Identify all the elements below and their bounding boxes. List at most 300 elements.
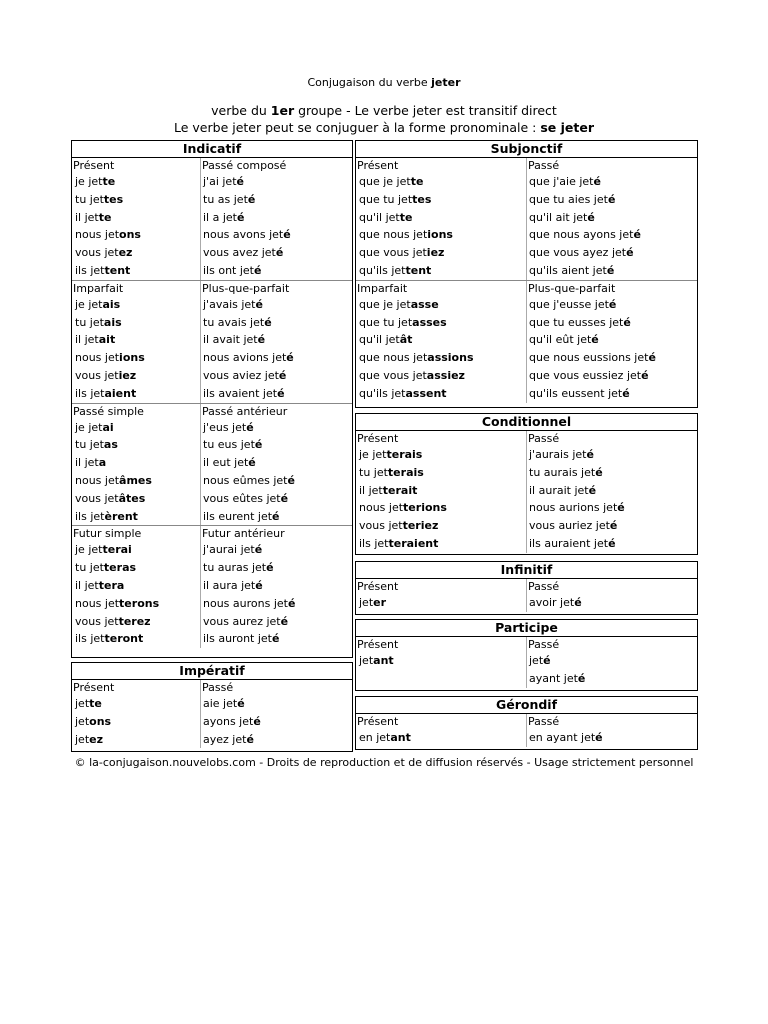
conjugation-row (72, 577, 352, 595)
form-stem: je jet (75, 297, 103, 311)
conjugation-row (72, 209, 352, 227)
conjugated-form (200, 595, 352, 613)
form-ending: assions (427, 351, 474, 365)
column-divider (200, 404, 201, 526)
indicatif-tense-section (72, 280, 352, 403)
form-stem: que nous ayons jet (529, 228, 634, 242)
conjugated-form (526, 209, 697, 227)
form-stem: que vous ayez jet (529, 246, 627, 260)
form-stem: qu'il jet (359, 333, 400, 347)
participe-tense-section (356, 637, 697, 688)
infinitif-table (355, 561, 698, 615)
form-stem: ils jet (75, 632, 105, 646)
form-stem: en ayant jet (529, 731, 596, 744)
form-ending: é (271, 632, 280, 646)
form-ending: é (609, 519, 618, 533)
form-ending: é (253, 714, 261, 728)
conjugated-form (526, 446, 697, 464)
form-ending: ant (373, 654, 394, 667)
subtitle-pronominal: Le verbe jeter peut se conjuguer à la forme pronominale : se jeter (174, 120, 594, 135)
conjugated-form (356, 296, 526, 314)
subjonctif-tense-section (356, 158, 697, 280)
conjugated-form (200, 209, 352, 227)
form-stem: vous aviez jet (203, 368, 279, 382)
conjugated-form (72, 331, 200, 349)
conjugated-form (72, 262, 200, 280)
form-ending: as (103, 438, 118, 452)
form-ending: ez (89, 732, 104, 746)
conjugated-form (72, 731, 200, 749)
form-stem: que tu aies jet (529, 192, 608, 206)
form-stem: vous auriez jet (529, 519, 610, 533)
form-stem: ils avaient jet (203, 386, 278, 400)
conjugated-form (200, 173, 352, 191)
form-stem: tu jet (75, 192, 104, 206)
form-stem: ils ont jet (203, 263, 254, 277)
conjugated-form (200, 419, 352, 437)
form-ending: é (622, 386, 630, 400)
form-ending: ions (119, 351, 145, 365)
conjugated-form (356, 262, 526, 280)
conjugated-form (356, 446, 526, 464)
conjugated-form (356, 499, 526, 517)
form-stem: ayant jet (529, 671, 578, 685)
tense-header: Passé simple (73, 404, 144, 418)
form-stem: nous eûmes jet (203, 473, 288, 487)
conjugation-row (72, 613, 352, 631)
conjugated-form (200, 331, 352, 349)
column-divider (200, 680, 201, 748)
conjugated-form (72, 595, 200, 613)
infinitif-title: Infinitif (356, 562, 697, 579)
form-ending: terions (403, 501, 447, 515)
conjugated-form (356, 244, 526, 262)
conjugated-form (72, 296, 200, 314)
conjugated-form (526, 173, 697, 191)
conjugated-form (200, 713, 352, 731)
form-stem: ayons jet (203, 714, 254, 728)
form-ending: âtes (118, 491, 146, 505)
conjugated-form (356, 482, 526, 500)
form-ending: é (595, 731, 603, 744)
form-stem: vous eûtes jet (203, 491, 281, 505)
form-stem: ayez jet (203, 732, 247, 746)
conjugated-form (200, 472, 352, 490)
conjugated-form (72, 508, 200, 526)
form-ending: é (287, 596, 296, 610)
form-stem: jet (359, 596, 374, 609)
subjonctif-tense-section (356, 280, 697, 403)
form-stem: vous jet (359, 519, 403, 533)
conjugation-row (72, 173, 352, 191)
conjugated-form (72, 436, 200, 454)
tense-header: Passé (528, 159, 560, 172)
tense-header: Passé (528, 715, 560, 728)
tense-header: Plus-que-parfait (202, 281, 290, 295)
form-stem: jet (75, 732, 90, 746)
conjugated-form (526, 464, 697, 482)
form-ending: te (410, 175, 424, 188)
conjugated-form (526, 349, 697, 367)
form-ending: aient (104, 386, 137, 400)
page-title: Conjugaison du verbe jeter (307, 76, 461, 89)
subjonctif-title: Subjonctif (356, 141, 697, 158)
conjugation-row (72, 226, 352, 244)
conjugated-form (200, 695, 352, 713)
conjugated-form (200, 577, 352, 595)
conjugated-form (526, 226, 697, 244)
form-stem: que vous jet (359, 246, 427, 260)
form-ending: iez (426, 246, 445, 260)
tense-header: Imparfait (73, 281, 124, 295)
form-stem: tu jet (75, 438, 104, 452)
conjugated-form (72, 713, 200, 731)
conjugation-row (72, 595, 352, 613)
form-ending: é (255, 297, 263, 311)
conjugated-form (356, 331, 526, 349)
form-stem: jet (529, 654, 544, 667)
column-divider (200, 281, 201, 403)
form-stem: vous jet (75, 368, 119, 382)
form-stem: que je jet (359, 175, 411, 188)
form-ending: é (275, 246, 284, 260)
column-divider (200, 526, 201, 648)
conjugated-form (526, 729, 697, 747)
form-ending: é (595, 465, 603, 479)
conjugated-form (200, 541, 352, 559)
conjugated-form (526, 191, 697, 209)
copyright-footer: © la-conjugaison.nouvelobs.com - Droits de reproduction et de diffusion réservés - Usage strictement personnel (74, 756, 694, 769)
form-stem: qu'il eût jet (529, 333, 592, 347)
form-ending: âmes (119, 473, 152, 487)
column-divider (526, 281, 527, 403)
conjugation-row (72, 731, 352, 749)
form-ending: teraient (388, 536, 439, 550)
form-stem: j'avais jet (203, 297, 256, 311)
form-stem: qu'il ait jet (529, 210, 588, 224)
form-ending: é (633, 228, 641, 242)
form-ending: é (286, 351, 294, 365)
conjugation-row (72, 472, 352, 490)
participe-title: Participe (356, 620, 697, 637)
form-ending: é (593, 175, 601, 188)
indicatif-tense-section (72, 158, 352, 280)
conjugated-form (356, 191, 526, 209)
conjugation-row (72, 436, 352, 454)
column-divider (526, 158, 527, 280)
form-stem: vous aurez jet (203, 614, 281, 628)
form-stem: ils jet (75, 263, 105, 277)
form-ending: é (287, 473, 295, 487)
tense-header: Passé composé (202, 159, 287, 172)
column-divider (526, 579, 527, 612)
form-ending: é (543, 654, 551, 667)
form-ending: é (623, 315, 631, 329)
conjugated-form (72, 613, 200, 631)
form-stem: nous jet (75, 228, 120, 242)
conjugated-form (72, 226, 200, 244)
form-ending: tes (412, 192, 432, 206)
form-stem: je jet (75, 543, 103, 557)
form-ending: tera (98, 578, 125, 592)
form-ending: er (373, 596, 387, 609)
conditionnel-table (355, 413, 698, 555)
conjugated-form (72, 209, 200, 227)
conjugated-form (72, 419, 200, 437)
indicatif-tense-section (72, 403, 352, 526)
form-stem: il avait jet (203, 333, 258, 347)
form-stem: que vous jet (359, 368, 427, 382)
form-ending: é (246, 420, 254, 434)
form-stem: je jet (75, 175, 103, 188)
form-stem: tu jet (75, 561, 104, 575)
tense-header: Passé (202, 681, 234, 694)
form-stem: nous jet (75, 473, 120, 487)
subtitle-group: verbe du 1er groupe - Le verbe jeter est transitif direct (211, 103, 557, 118)
conditionnel-title: Conditionnel (356, 414, 697, 431)
conjugation-row (72, 559, 352, 577)
form-ending: asses (412, 315, 447, 329)
column-divider (200, 158, 201, 280)
form-stem: nous jet (75, 351, 120, 365)
column-divider (526, 637, 527, 688)
conjugated-form (200, 731, 352, 749)
conjugated-form (200, 613, 352, 631)
form-ending: terons (119, 596, 160, 610)
conjugated-form (72, 173, 200, 191)
conjugated-form (356, 209, 526, 227)
form-stem: ils jet (75, 509, 105, 523)
conjugated-form (72, 541, 200, 559)
form-stem: que nous jet (359, 351, 428, 365)
conjugated-form (526, 244, 697, 262)
form-ending: terais (387, 465, 424, 479)
conjugation-row (72, 508, 352, 526)
conjugated-form (526, 314, 697, 332)
form-stem: que nous jet (359, 228, 428, 242)
form-stem: tu as jet (203, 192, 248, 206)
form-ending: te (89, 697, 102, 710)
tense-header: Présent (357, 580, 399, 593)
conjugated-form (72, 695, 200, 713)
form-ending: é (266, 561, 274, 575)
conjugated-form (526, 517, 697, 535)
conjugated-form (72, 577, 200, 595)
form-stem: j'aurai jet (203, 543, 255, 557)
conjugation-row (72, 695, 352, 713)
form-ending: assiez (426, 368, 465, 382)
imperatif-table (71, 662, 353, 752)
tense-header: Futur antérieur (202, 527, 285, 541)
conjugation-row (72, 419, 352, 437)
conjugation-row (72, 713, 352, 731)
form-stem: que j'aie jet (529, 175, 594, 188)
form-stem: que je jet (359, 297, 411, 311)
conjugated-form (200, 490, 352, 508)
form-ending: é (577, 671, 586, 685)
conjugated-form (526, 482, 697, 500)
conjugated-form (526, 652, 697, 670)
form-ending: é (236, 210, 245, 224)
conjugated-form (356, 314, 526, 332)
form-ending: é (278, 368, 287, 382)
conjugated-form (356, 670, 526, 688)
form-ending: ons (119, 228, 141, 242)
conjugated-form (72, 367, 200, 385)
form-stem: qu'ils jet (359, 263, 406, 277)
form-ending: teriez (402, 519, 439, 533)
form-ending: terait (382, 483, 418, 497)
conjugated-form (200, 262, 352, 280)
form-ending: ait (98, 333, 116, 347)
conjugated-form (72, 559, 200, 577)
form-ending: é (237, 697, 245, 710)
participe-table (355, 619, 698, 691)
form-stem: qu'ils jet (359, 386, 406, 400)
form-stem: j'ai jet (203, 175, 237, 188)
conjugated-form (72, 314, 200, 332)
conjugated-form (526, 670, 697, 688)
conjugated-form (72, 191, 200, 209)
form-ending: é (591, 333, 599, 347)
conjugated-form (200, 314, 352, 332)
form-ending: a (98, 456, 107, 470)
conjugation-row (72, 490, 352, 508)
conjugated-form (200, 385, 352, 403)
form-ending: é (246, 732, 254, 746)
conjugation-row (72, 244, 352, 262)
form-stem: nous avons jet (203, 228, 284, 242)
conjugation-row (72, 367, 352, 385)
tense-header: Présent (357, 638, 399, 651)
form-stem: vous jet (75, 614, 119, 628)
conjugation-row (72, 454, 352, 472)
form-ending: é (587, 210, 595, 224)
form-stem: qu'il jet (359, 210, 400, 224)
imperatif-tense-section (72, 680, 352, 748)
form-stem: qu'ils aient jet (529, 263, 607, 277)
form-ending: teras (103, 561, 137, 575)
form-stem: il jet (75, 333, 99, 347)
conjugated-form (200, 296, 352, 314)
conjugated-form (356, 594, 526, 612)
conjugation-row (72, 296, 352, 314)
form-stem: ils eurent jet (203, 509, 273, 523)
form-ending: iez (118, 368, 137, 382)
conjugated-form (356, 385, 526, 403)
form-ending: terez (118, 614, 151, 628)
form-ending: ai (102, 420, 114, 434)
form-ending: te (399, 210, 413, 224)
form-ending: é (608, 297, 617, 311)
form-stem: qu'ils eussent jet (529, 386, 623, 400)
form-stem: tu aurais jet (529, 465, 596, 479)
gerondif-table (355, 696, 698, 750)
conjugated-form (526, 262, 697, 280)
form-ending: é (264, 315, 272, 329)
form-ending: asse (410, 297, 439, 311)
form-ending: ais (103, 315, 122, 329)
conjugated-form (200, 508, 352, 526)
tense-header: Passé antérieur (202, 404, 288, 418)
form-stem: que tu jet (359, 192, 413, 206)
form-ending: é (272, 509, 280, 523)
form-stem: il jet (359, 483, 383, 497)
conjugated-form (356, 367, 526, 385)
form-stem: j'eus jet (203, 420, 247, 434)
conjugated-form (526, 367, 697, 385)
form-ending: é (641, 368, 649, 382)
form-stem: nous aurions jet (529, 501, 618, 515)
form-ending: teront (104, 632, 144, 646)
tense-header: Passé (528, 638, 560, 651)
form-stem: ils jet (359, 536, 389, 550)
form-ending: é (255, 578, 263, 592)
conjugation-row (72, 331, 352, 349)
subjonctif-table (355, 140, 698, 408)
form-ending: ât (399, 333, 413, 347)
form-ending: tes (103, 192, 124, 206)
form-ending: é (648, 351, 656, 365)
conjugated-form (356, 517, 526, 535)
form-stem: que nous eussions jet (529, 351, 649, 365)
tense-header: Présent (357, 432, 399, 445)
indicatif-title: Indicatif (72, 141, 352, 158)
conjugated-form (200, 244, 352, 262)
indicatif-tense-section (72, 525, 352, 648)
tense-header: Futur simple (73, 527, 142, 541)
conjugated-form (356, 173, 526, 191)
form-stem: tu avais jet (203, 315, 265, 329)
conjugated-form (356, 464, 526, 482)
form-stem: il jet (75, 456, 99, 470)
form-ending: é (236, 175, 244, 188)
conjugation-row (72, 541, 352, 559)
conjugated-form (526, 385, 697, 403)
form-ending: terais (386, 448, 423, 461)
form-stem: ils jet (75, 386, 105, 400)
form-stem: nous jet (359, 501, 404, 515)
conjugation-row (72, 349, 352, 367)
conjugated-form (72, 244, 200, 262)
form-ending: tent (405, 263, 432, 277)
form-stem: avoir jet (529, 596, 575, 609)
conjugated-form (72, 385, 200, 403)
gerondif-title: Gérondif (356, 697, 697, 714)
form-stem: jet (75, 714, 90, 728)
form-stem: nous avions jet (203, 351, 287, 365)
form-stem: jet (359, 654, 374, 667)
conjugated-form (526, 331, 697, 349)
conjugated-form (72, 472, 200, 490)
indicatif-table (71, 140, 353, 658)
form-ending: ons (89, 714, 112, 728)
form-stem: il eut jet (203, 456, 249, 470)
form-stem: j'aurais jet (529, 448, 587, 461)
gerondif-tense-section (356, 714, 697, 747)
conditionnel-tense-section (356, 431, 697, 553)
form-ending: te (102, 175, 116, 188)
form-stem: tu jet (359, 465, 388, 479)
form-ending: tent (104, 263, 131, 277)
form-ending: assent (405, 386, 447, 400)
form-ending: é (608, 536, 616, 550)
conjugated-form (526, 296, 697, 314)
form-stem: nous jet (75, 596, 120, 610)
conjugation-row (72, 191, 352, 209)
form-stem: jet (75, 697, 90, 710)
form-stem: tu jet (75, 315, 104, 329)
